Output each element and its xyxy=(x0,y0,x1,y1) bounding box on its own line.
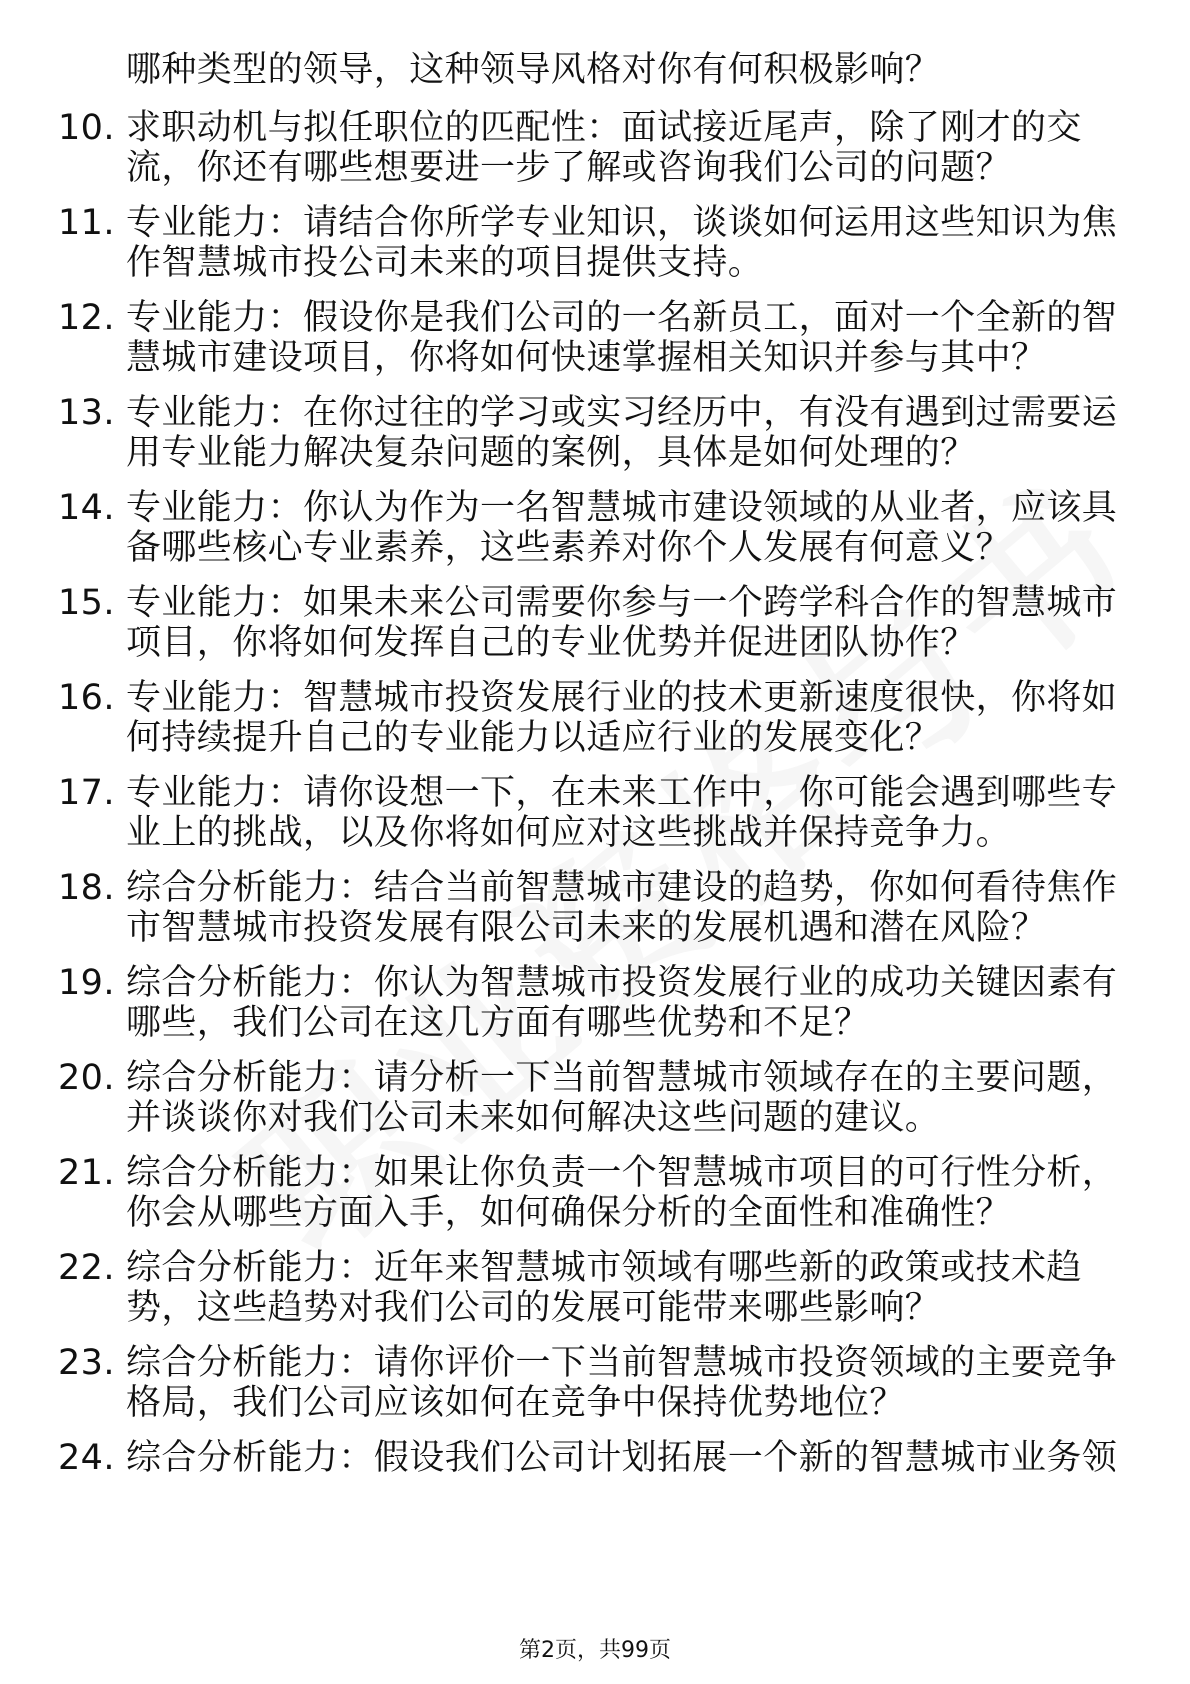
question-text: 专业能力：假设你是我们公司的一名新员工，面对一个全新的智 xyxy=(126,298,1118,338)
question-text: 势，这些趋势对我们公司的发展可能带来哪些影响？ xyxy=(126,1288,941,1328)
question-text: 作智慧城市投公司未来的项目提供支持。 xyxy=(126,243,764,283)
question-number: 16. xyxy=(58,678,115,718)
question-text: 专业能力：请你设想一下，在未来工作中，你可能会遇到哪些专 xyxy=(126,773,1118,813)
question-number: 20. xyxy=(58,1058,115,1098)
question-number: 19. xyxy=(58,963,115,1003)
question-text: 哪些，我们公司在这几方面有哪些优势和不足？ xyxy=(126,1003,870,1043)
question-text: 求职动机与拟任职位的匹配性：面试接近尾声，除了刚才的交 xyxy=(126,108,1082,148)
question-text: 专业能力：你认为作为一名智慧城市建设领域的从业者，应该具 xyxy=(126,488,1118,528)
question-text: 慧城市建设项目，你将如何快速掌握相关知识并参与其中？ xyxy=(126,338,1047,378)
question-text: 项目，你将如何发挥自己的专业优势并促进团队协作？ xyxy=(126,623,976,663)
question-number: 23. xyxy=(58,1343,115,1383)
question-text: 格局，我们公司应该如何在竞争中保持优势地位？ xyxy=(126,1383,905,1423)
question-text: 业上的挑战，以及你将如何应对这些挑战并保持竞争力。 xyxy=(126,813,1012,853)
question-text: 并谈谈你对我们公司未来如何解决这些问题的建议。 xyxy=(126,1098,941,1138)
question-number: 21. xyxy=(58,1153,115,1193)
question-number: 10. xyxy=(58,108,115,148)
question-text: 用专业能力解决复杂问题的案例，具体是如何处理的？ xyxy=(126,433,976,473)
question-text: 流，你还有哪些想要进一步了解或咨询我们公司的问题？ xyxy=(126,148,1012,188)
question-number: 12. xyxy=(58,298,115,338)
question-text: 你会从哪些方面入手，如何确保分析的全面性和准确性？ xyxy=(126,1193,1012,1233)
question-text: 专业能力：如果未来公司需要你参与一个跨学科合作的智慧城市 xyxy=(126,583,1118,623)
question-number: 14. xyxy=(58,488,115,528)
question-text: 综合分析能力：假设我们公司计划拓展一个新的智慧城市业务领 xyxy=(126,1438,1118,1478)
question-number: 24. xyxy=(58,1438,115,1478)
continuation-line: 哪种类型的领导，这种领导风格对你有何积极影响？ xyxy=(126,50,941,90)
question-text: 何持续提升自己的专业能力以适应行业的发展变化？ xyxy=(126,718,941,758)
question-text: 综合分析能力：请分析一下当前智慧城市领域存在的主要问题， xyxy=(126,1058,1118,1098)
question-text: 市智慧城市投资发展有限公司未来的发展机遇和潜在风险？ xyxy=(126,908,1047,948)
question-number: 15. xyxy=(58,583,115,623)
question-text: 综合分析能力：近年来智慧城市领域有哪些新的政策或技术趋 xyxy=(126,1248,1082,1288)
question-text: 综合分析能力：结合当前智慧城市建设的趋势，你如何看待焦作 xyxy=(126,868,1118,908)
question-text: 综合分析能力：你认为智慧城市投资发展行业的成功关键因素有 xyxy=(126,963,1118,1003)
question-number: 17. xyxy=(58,773,115,813)
question-number: 18. xyxy=(58,868,115,908)
question-text: 综合分析能力：请你评价一下当前智慧城市投资领域的主要竞争 xyxy=(126,1343,1118,1383)
question-number: 11. xyxy=(58,203,115,243)
question-number: 13. xyxy=(58,393,115,433)
question-text: 专业能力：在你过往的学习或实习经历中，有没有遇到过需要运 xyxy=(126,393,1118,433)
question-text: 备哪些核心专业素养，这些素养对你个人发展有何意义？ xyxy=(126,528,1012,568)
question-text: 专业能力：请结合你所学专业知识，谈谈如何运用这些知识为焦 xyxy=(126,203,1118,243)
question-number: 22. xyxy=(58,1248,115,1288)
page-footer: 第2页，共99页 xyxy=(519,1638,671,1663)
question-text: 综合分析能力：如果让你负责一个智慧城市项目的可行性分析， xyxy=(126,1153,1118,1193)
question-text: 专业能力：智慧城市投资发展行业的技术更新速度很快，你将如 xyxy=(126,678,1118,718)
